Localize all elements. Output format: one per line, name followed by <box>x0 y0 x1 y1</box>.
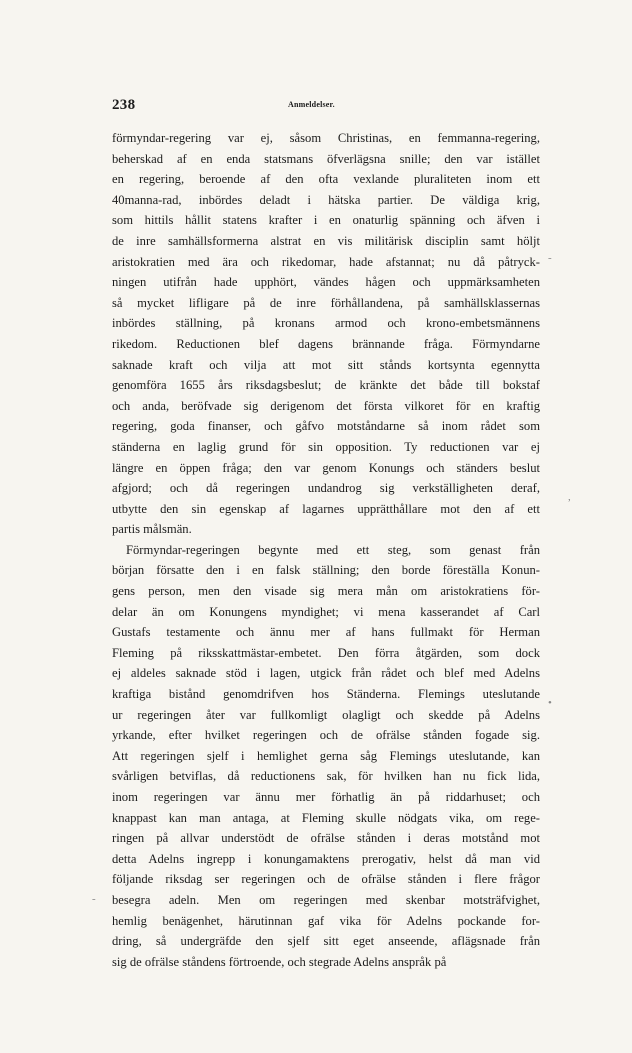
text-line: de inre samhällsformerna alstrat en vis militärisk disciplin samt höljt <box>112 233 540 248</box>
text-line: Fleming på riksskattmästar-embetet. Den förra åtgärden, som dock <box>112 645 540 660</box>
margin-mark: - <box>92 893 96 905</box>
margin-mark: - <box>548 252 552 264</box>
text-line: inbördes ställning, på kronans armod och krono-embetsmännens <box>112 316 540 331</box>
text-line: Gustafs testamente och ännu mer af hans fullmakt för Herman <box>112 625 540 640</box>
running-head: Anmeldelser. <box>288 100 335 109</box>
text-line: längre en öppen fråga; den var genom Konungs och ständers beslut <box>112 460 540 475</box>
text-line: en regering, beroende af den ofta vexlande pluraliteten inom ett <box>112 172 540 187</box>
text-line: partis målsmän. <box>112 522 192 537</box>
text-line: svårligen betviflas, då reductionens sak, för hvilken han nu fick lida, <box>112 769 540 784</box>
text-line: aristokratien med ära och rikedomar, hade afstannat; nu då påtryck- <box>112 254 540 269</box>
text-line: förmyndar-regering var ej, såsom Christinas, en femmanna-regering, <box>112 131 540 145</box>
text-line: ständerna en laglig grund för sin opposition. Ty reductionen var ej <box>112 439 540 454</box>
text-line: Att regeringen sjelf i hemlighet gerna såg Flemings uteslutande, kan <box>112 748 540 763</box>
margin-mark: • <box>548 697 552 709</box>
page-number: 238 <box>112 97 136 113</box>
text-line: besegra adeln. Men om regeringen med skenbar motsträfvighet, <box>112 892 540 907</box>
text-line: saknade kraft och vilja att mot sitt stånds kortsynta egennytta <box>112 357 540 372</box>
text-line: som hittils hållit statens krafter i en onaturlig spänning och äfven i <box>112 213 540 228</box>
margin-mark: , <box>568 491 571 503</box>
text-line: knappast kan man antaga, at Fleming skulle nödgats vika, om rege- <box>112 810 540 825</box>
text-line: 40manna-rad, inbördes deladt i hätska partier. De väldiga krig, <box>112 192 540 207</box>
text-line: genomföra 1655 års riksdagsbeslut; de kränkte det både till bokstaf <box>112 378 540 393</box>
text-line: hemlig benägenhet, härutinnan gaf vika för Adelns pockande for- <box>112 913 540 928</box>
text-line: utbytte den sin egenskap af lagarnes upprätthållare mot den af ett <box>112 501 540 516</box>
text-line: ningen utifrån hade upphört, vändes hågen och uppmärksamheten <box>112 275 540 290</box>
text-line: ringen på allvar understödt de ofrälse stånden i deras motstånd mot <box>112 831 540 846</box>
paragraph <box>112 540 540 972</box>
text-line: gens person, men den visade sig mera mån om aristokratiens för- <box>112 584 540 599</box>
body-text <box>112 128 540 972</box>
text-line: sig de ofrälse ståndens förtroende, och stegrade Adelns anspråk på <box>112 954 447 969</box>
page-header <box>112 97 532 117</box>
text-line: yrkande, efter hvilket regeringen och de ofrälse stånden fogade sig. <box>112 728 540 743</box>
text-line: så mycket lifligare på de inre förhållandena, på samhällsklassernas <box>112 295 540 310</box>
text-line: kraftiga bistånd genomdrifven hos Ständerna. Flemings uteslutande <box>112 687 540 702</box>
text-line: början försatte den i en falsk ställning; den borde föreställa Konun- <box>112 563 540 578</box>
text-line: ej aldeles saknade stöd i lagen, utgick från rådet och blef med Adelns <box>112 666 540 681</box>
text-line: dring, så undergräfde den sjelf sitt eget anseende, aflägsnade från <box>112 934 540 949</box>
text-line: rikedom. Reductionen blef dagens brännande fråga. Förmyndarne <box>112 336 540 351</box>
text-line: inom regeringen var ännu mer förhatlig än på riddarhuset; och <box>112 790 540 804</box>
text-line: delar än om Konungens myndighet; vi mena kasserandet af Carl <box>112 604 540 619</box>
text-line: detta Adelns ingrepp i konungamaktens prerogativ, helst då man vid <box>112 851 540 866</box>
text-line: och anda, beröfvade sig derigenom det första vilkoret för en kraftig <box>112 398 540 413</box>
text-line: Förmyndar-regeringen begynte med ett steg, som genast från <box>126 542 540 557</box>
text-line: ur regeringen åter var fullkomligt olagligt och skedde på Adelns <box>112 707 540 722</box>
text-line: beherskad af en enda statsmans öfverlägsna snille; den var istället <box>112 151 540 166</box>
text-line: följande riksdag ser regeringen och de ofrälse stånden i flere frågor <box>112 872 540 887</box>
text-line: regering, goda finanser, och gåfvo motståndarne så inom rådet som <box>112 419 540 434</box>
text-line: afgjord; och då regeringen undandrog sig verkställigheten deraf, <box>112 481 540 496</box>
paragraph <box>112 128 540 540</box>
